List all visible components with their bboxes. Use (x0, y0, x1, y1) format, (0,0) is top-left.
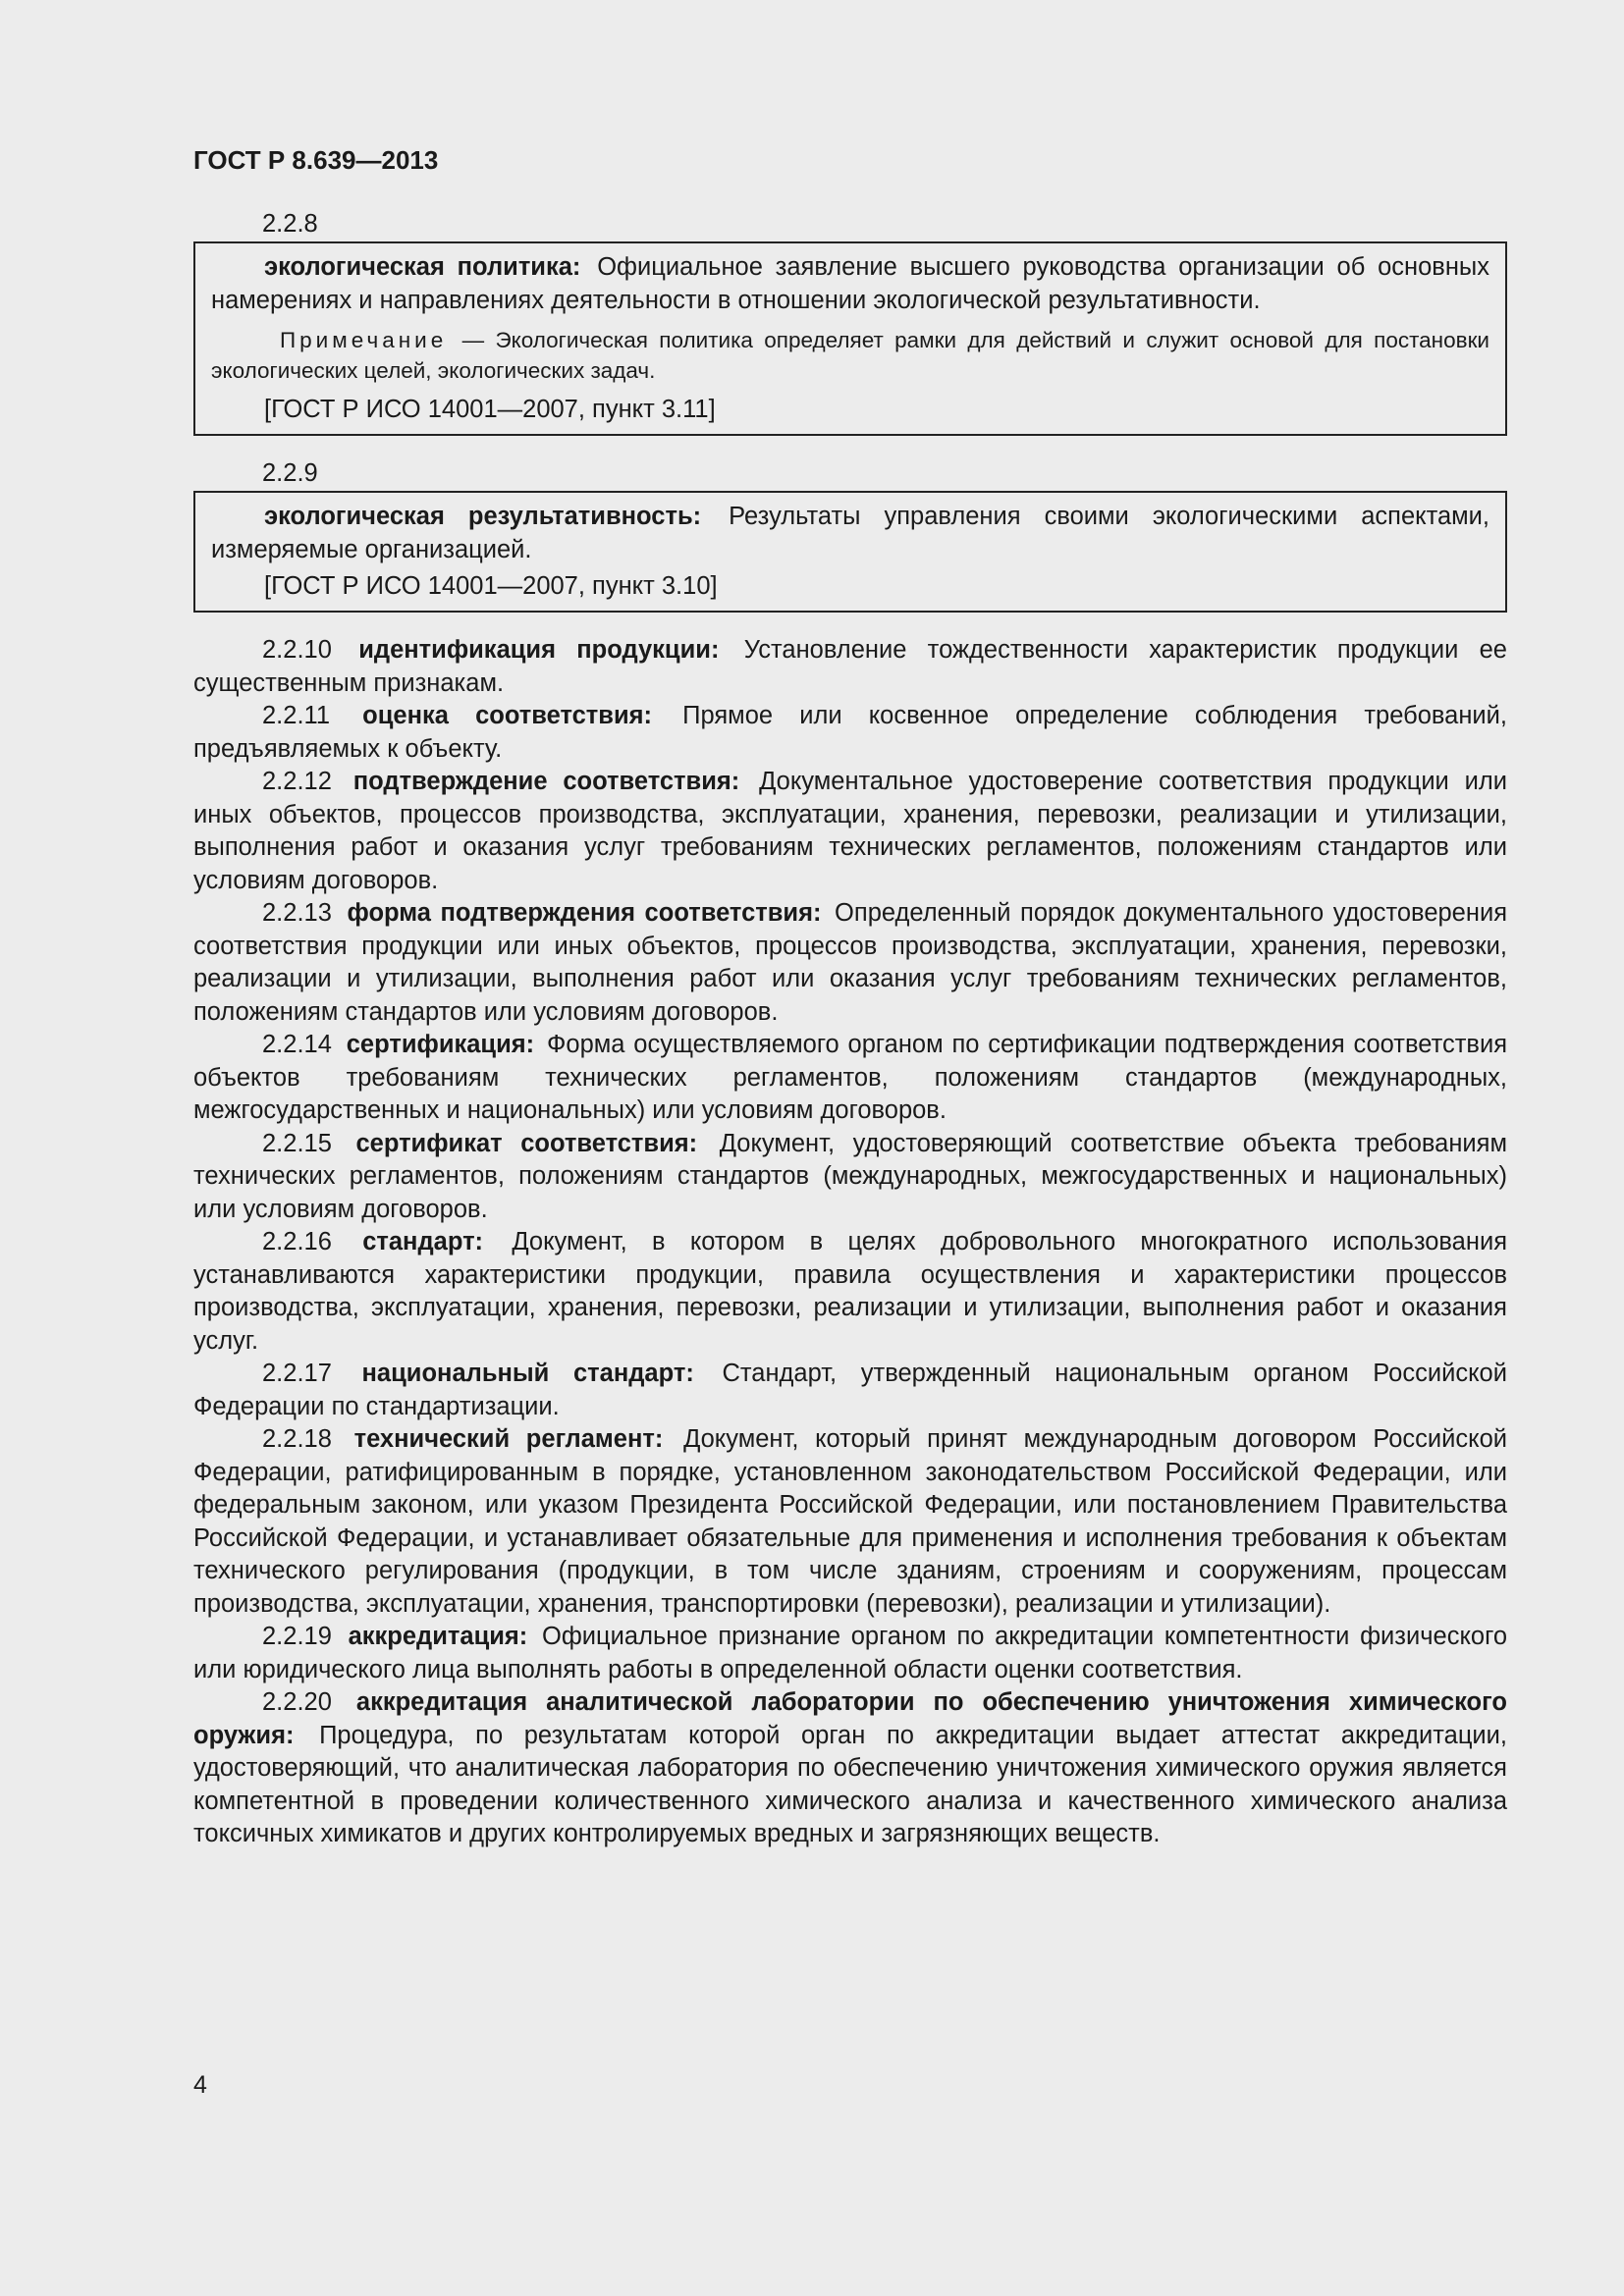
entry-definition: Определенный порядок документального удостоверения соответствия продукции или иных объектов, процессов производства, эксплуатации, хранения, перевозки, реализации и утилизации, выполнения работ или оказания услуг требованиям технических регламентов, положениям стандартов или условиям договоров. (193, 899, 1507, 1026)
entry-term: сертификация: (346, 1031, 535, 1058)
entry-definition: Процедура, по результатам которой орган по аккредитации выдает аттестат аккредитации, удостоверяющий, что аналитическая лаборатория по обеспечению уничтожения химического оружия является компетентной в проведении количественного химического анализа и качественного химического анализа токсичных химикатов и других контролируемых вредных и загрязняющих веществ. (193, 1721, 1507, 1847)
entry-text (211, 251, 1489, 317)
entry-number: 2.2.13 (262, 899, 332, 927)
entry-2-2-16 (193, 1226, 1507, 1358)
entry-2-2-14 (193, 1029, 1507, 1128)
entry-number: 2.2.15 (262, 1129, 332, 1157)
entry-2-2-17 (193, 1358, 1507, 1423)
boxed-entry-2-2-9 (193, 491, 1507, 613)
boxed-entry-2-2-8 (193, 241, 1507, 436)
page-number: 4 (193, 2071, 207, 2099)
entry-definition: Стандарт, утвержденный национальным органом Российской Федерации по стандартизации. (193, 1360, 1507, 1420)
entry-definition: Установление тождественности характеристик продукции ее существенным признакам. (193, 636, 1507, 697)
entry-term: аккредитация: (348, 1623, 528, 1650)
entry-number: 2.2.14 (262, 1031, 332, 1058)
entry-definition: Документ, в котором в целях добровольного многократного использования устанавливаются характеристики продукции, правила осуществления и характеристики процессов производства, эксплуатации, хранения, перевозки, реализации и утилизации, выполнения работ и оказания услуг. (193, 1228, 1508, 1355)
entry-term: национальный стандарт: (361, 1360, 694, 1387)
entry-term: экологическая результативность: (264, 503, 702, 530)
entry-2-2-15 (193, 1128, 1507, 1227)
entry-text (211, 501, 1489, 566)
entry-2-2-10 (193, 634, 1507, 700)
entry-source: [ГОСТ Р ИСО 14001—2007, пункт 3.10] (264, 572, 718, 600)
entry-term: идентификация продукции: (358, 636, 720, 664)
entry-definition: Результаты управления своими экологическими аспектами, измеряемые организацией. (211, 503, 1490, 563)
entry-number: 2.2.10 (262, 636, 332, 664)
entry-term: подтверждение соответствия: (352, 768, 740, 795)
entry-number: 2.2.16 (262, 1228, 332, 1255)
entry-source: [ГОСТ Р ИСО 14001—2007, пункт 3.11] (264, 396, 716, 423)
document-header: ГОСТ Р 8.639—2013 (193, 145, 439, 175)
entry-definition: Документ, который принят международным договором Российской Федерации, ратифицированным в порядке, установленном законодательством Российской Федерации, или федеральным законом, или указом Президента Российской Федерации, или постановлением Правительства Российской Федерации, и устанавливает обязательные для применения и исполнения требования к объектам технического регулирования (продукции, в том числе зданиям, строениям и сооружениям, процессам производства, эксплуатации, хранения, транспортировки (перевозки), реализации и утилизации). (193, 1425, 1508, 1618)
entry-term: сертификат соответствия: (355, 1129, 698, 1157)
entry-number: 2.2.17 (262, 1360, 332, 1387)
entry-number: 2.2.20 (262, 1688, 332, 1716)
entry-definition: Официальное признание органом по аккредитации компетентности физического или юридического лица выполнять работы в определенной области оценки соответствия. (193, 1623, 1507, 1683)
entry-number: 2.2.12 (262, 768, 332, 795)
entry-2-2-13 (193, 897, 1507, 1029)
entry-definition: Форма осуществляемого органом по сертификации подтверждения соответствия объектов требованиям технических регламентов, положениям стандартов (международных, межгосударственных и национальных) или условиям договоров. (193, 1031, 1507, 1124)
entry-definition: Прямое или косвенное определение соблюдения требований, предъявляемых к объекту. (193, 702, 1507, 763)
document-page (193, 145, 1507, 1851)
entry-term: оценка соответствия: (362, 702, 652, 729)
entry-2-2-11 (193, 700, 1507, 766)
note-label: Примечание (280, 328, 448, 352)
entry-definition: Документальное удостоверение соответствия продукции или иных объектов, процессов производства, эксплуатации, хранения, перевозки, реализации и утилизации, выполнения работ и оказания услуг требованиям технических регламентов, положениям стандартов или условиям договоров. (193, 768, 1507, 894)
entry-term: форма подтверждения соответствия: (347, 899, 822, 927)
definitions-list (193, 634, 1507, 1851)
entry-term: аккредитация аналитической лаборатории по обеспечению уничтожения химического оружия: (193, 1688, 1507, 1749)
entry-note (211, 325, 1489, 386)
entry-number: 2.2.19 (262, 1623, 332, 1650)
entry-number-2-2-9: 2.2.9 (262, 459, 318, 487)
entry-term: технический регламент: (353, 1425, 664, 1453)
entry-2-2-19 (193, 1621, 1507, 1686)
entry-2-2-18 (193, 1423, 1507, 1621)
entry-2-2-20 (193, 1686, 1507, 1851)
entry-2-2-12 (193, 766, 1507, 897)
entry-term: экологическая политика: (264, 253, 581, 281)
entry-number: 2.2.18 (262, 1425, 332, 1453)
entry-definition: Документ, удостоверяющий соответствие объекта требованиям технических регламентов, положениям стандартов (международных, межгосударственных и национальных) или условиям договоров. (193, 1129, 1507, 1223)
entry-number: 2.2.11 (262, 702, 331, 729)
entry-definition: Официальное заявление высшего руководства организации об основных намерениях и направлениях деятельности в отношении экологической результативности. (211, 253, 1489, 314)
entry-term: стандарт: (362, 1228, 484, 1255)
note-text: — Экологическая политика определяет рамки для действий и служит основой для постановки экологических целей, экологических задач. (211, 328, 1489, 383)
entry-number-2-2-8: 2.2.8 (262, 210, 318, 238)
